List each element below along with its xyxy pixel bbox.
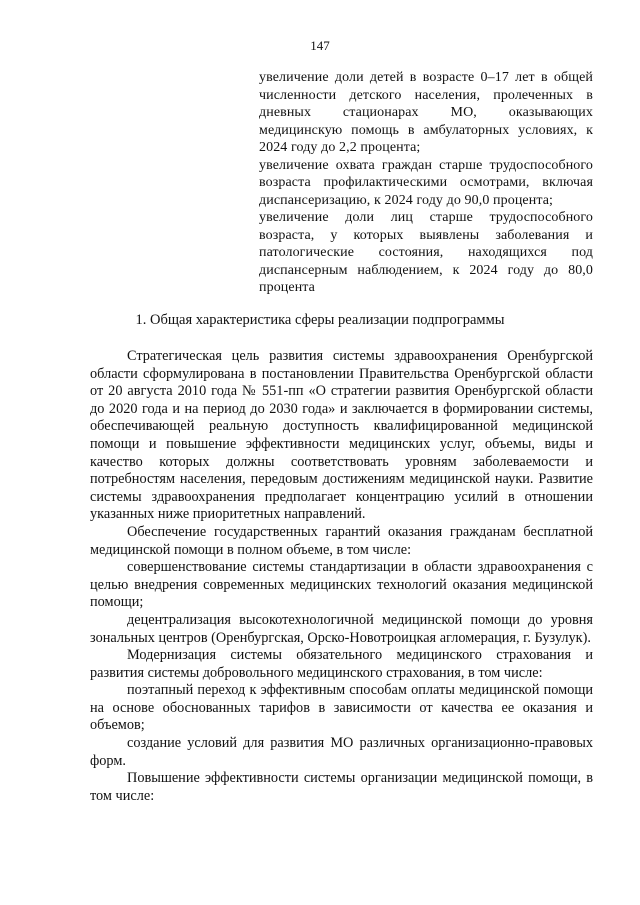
- body-text: [90, 348, 593, 805]
- paragraph: поэтапный переход к эффективным способам оплаты медицинской помощи на основе обоснованных тарифов в зависимости от качества ее оказания и объемов;: [90, 682, 593, 734]
- paragraph: Повышение эффективности системы организации медицинской помощи, в том числе:: [90, 770, 593, 804]
- target-indicators-list: [259, 69, 593, 297]
- paragraph: создание условий для развития МО различных организационно-правовых форм.: [90, 735, 593, 769]
- page-number: 147: [310, 38, 330, 53]
- paragraph: совершенствование системы стандартизации в области здравоохранения с целью внедрения современных медицинских технологий оказания медицинской помощи;: [90, 559, 593, 611]
- paragraph: Модернизация системы обязательного медицинского страхования и развития системы добровольного медицинского страхования, в том числе:: [90, 647, 593, 681]
- paragraph: децентрализация высокотехнологичной медицинской помощи до уровня зональных центров (Оренбургская, Орско-Новотроицкая агломерация, г. Бузулук).: [90, 611, 593, 646]
- list-item: увеличение доли детей в возрасте 0–17 лет в общей численности детского населения, пролеченных в дневных стационарах МО, оказывающих медицинскую помощь в амбулаторных условиях, к 2024 году до 2,2 процента;: [259, 70, 593, 155]
- paragraph: Стратегическая цель развития системы здравоохранения Оренбургской области сформулирована в постановлении Правительства Оренбургской области от 20 августа 2010 года № 551-пп «О стратегии развития Оренбургской области до 2020 года и на период до 2030 года» и заключается в формировании системы, обеспечивающей реальную доступность квалифицированной медицинской помощи и повышение эффективности медицинских услуг, объемы, виды и качество которых должны соответствовать уровням заболеваемости и потребностям населения, передовым достижениям медицинской науки. Развитие системы здравоохранения предполагает концентрацию усилий в отношении указанных ниже приоритетных направлений.: [90, 348, 593, 523]
- paragraph: Обеспечение государственных гарантий оказания гражданам бесплатной медицинской помощи в полном объеме, в том числе:: [90, 523, 593, 558]
- list-item: увеличение доли лиц старше трудоспособного возраста, у которых выявлены заболевания и патологические состояния, находящихся под диспансерным наблюдением, к 2024 году до 80,0 процента: [259, 210, 593, 295]
- list-item: увеличение охвата граждан старше трудоспособного возраста профилактическими осмотрами, включая диспансеризацию, к 2024 году до 90,0 процента;: [259, 157, 593, 208]
- section-heading: 1. Общая характеристика сферы реализации подпрограммы: [135, 312, 505, 328]
